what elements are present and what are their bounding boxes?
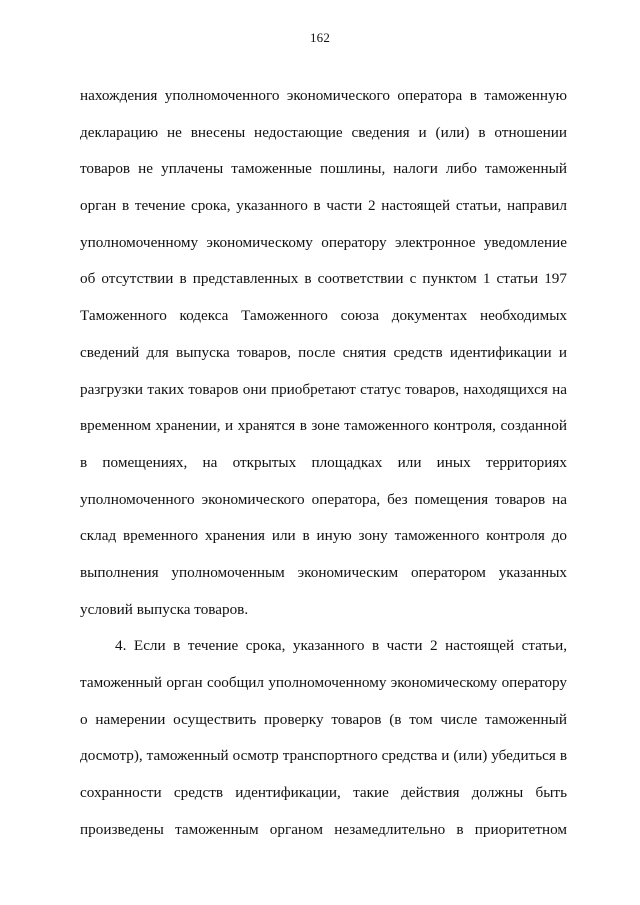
text-line: сведений для выпуска товаров, после снятия средств идентификации и (80, 343, 567, 361)
text-line: Таможенного кодекса Таможенного союза документах необходимых (80, 307, 567, 325)
text-line: временном хранении, и хранятся в зоне таможенного контроля, созданной (80, 417, 567, 435)
text-line: выполнения уполномоченным экономическим оператором указанных (80, 563, 567, 581)
text-line: товаров не уплачены таможенные пошлины, налоги либо таможенный (80, 160, 567, 178)
text-line: об отсутствии в представленных в соответствии с пунктом 1 статьи 197 (80, 270, 567, 288)
text-line: разгрузки таких товаров они приобретают статус товаров, находящихся на (80, 380, 567, 398)
page-number: 162 (309, 30, 331, 45)
text-line: о намерении осуществить проверку товаров (в том числе таможенный (80, 710, 567, 728)
text-line: произведены таможенным органом незамедлительно в приоритетном (80, 820, 567, 838)
text-line: таможенный орган сообщил уполномоченному экономическому оператору (80, 674, 567, 691)
text-line: орган в течение срока, указанного в части 2 настоящей статьи, направил (80, 197, 567, 215)
text-line: уполномоченного экономического оператора, без помещения товаров на (80, 490, 567, 508)
text-line: нахождения уполномоченного экономического оператора в таможенную (80, 87, 567, 104)
text-line: досмотр), таможенный осмотр транспортного средства и (или) убедиться в (80, 747, 567, 765)
text-line: условий выпуска товаров. (80, 600, 249, 618)
paragraph-start-line: 4. Если в течение срока, указанного в части 2 настоящей статьи, (115, 637, 567, 655)
text-line: сохранности средств идентификации, такие действия должны быть (80, 784, 567, 802)
document-body (80, 84, 567, 854)
text-line: уполномоченному экономическому оператору электронное уведомление (80, 233, 567, 251)
text-line: декларацию не внесены недостающие сведения и (или) в отношении (80, 123, 567, 141)
text-line: склад временного хранения или в иную зону таможенного контроля до (80, 527, 567, 545)
text-line: в помещениях, на открытых площадках или иных территориях (80, 453, 567, 471)
